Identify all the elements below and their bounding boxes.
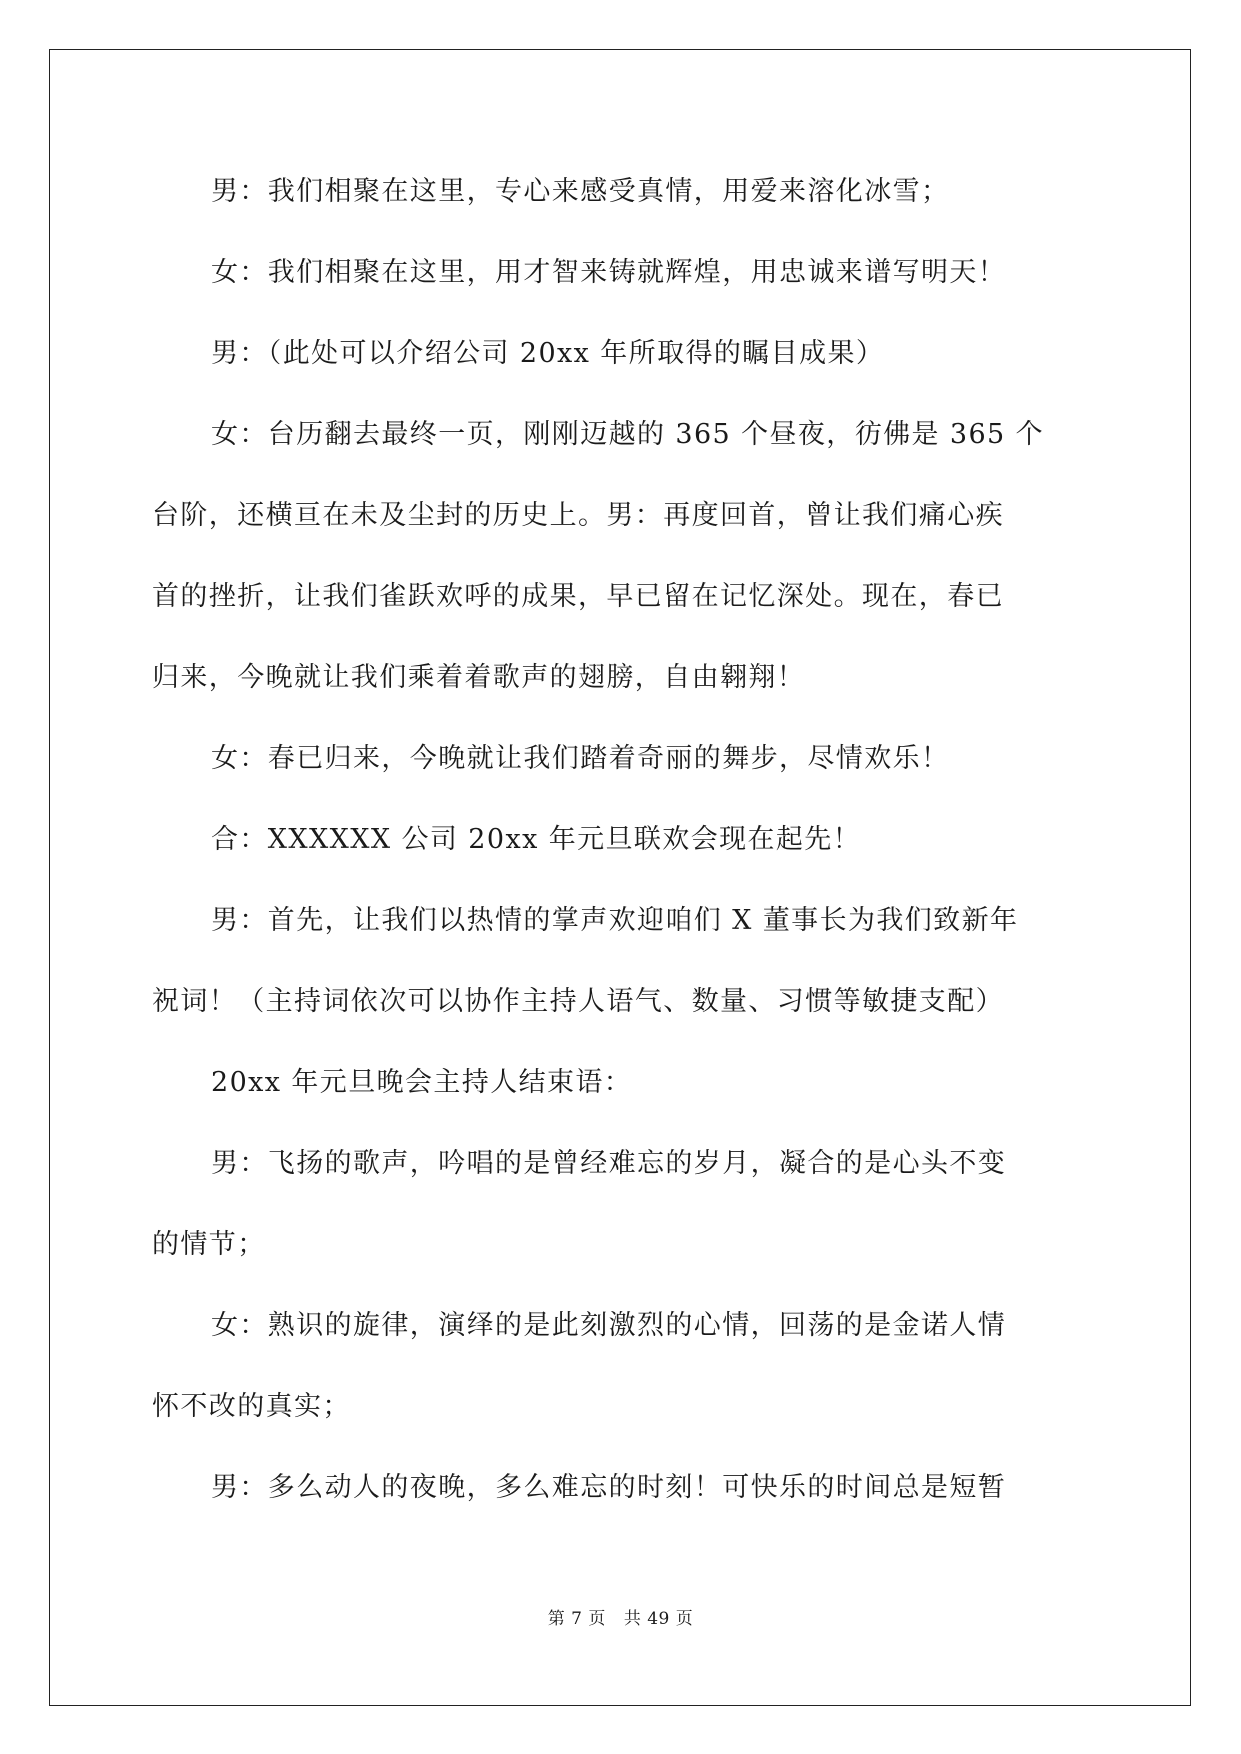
paragraph-line — [0, 1471, 1241, 1505]
paragraph-line — [0, 1228, 1241, 1262]
paragraph-line — [0, 580, 1241, 614]
paragraph-line — [0, 904, 1241, 938]
line-text: 男：飞扬的歌声，吟唱的是曾经难忘的岁月，凝合的是心头不变 — [211, 1148, 1007, 1179]
line-text: 女：熟识的旋律，演绎的是此刻激烈的心情，回荡的是金诺人情 — [211, 1310, 1007, 1341]
line-text: 男：（此处可以介绍公司 20xx 年所取得的瞩目成果） — [211, 338, 885, 369]
paragraph-line — [0, 661, 1241, 695]
page-number: 第 7 页 — [547, 1609, 606, 1629]
paragraph-line — [0, 1309, 1241, 1343]
paragraph-line — [0, 985, 1241, 1019]
line-text: 首的挫折，让我们雀跃欢呼的成果，早已留在记忆深处。现在，春已 — [152, 581, 1004, 612]
paragraph-line — [0, 499, 1241, 533]
paragraph-line — [0, 418, 1241, 452]
line-text: 合：XXXXXX 公司 20xx 年元旦联欢会现在起先！ — [211, 824, 862, 855]
line-text: 男：我们相聚在这里，专心来感受真情，用爱来溶化冰雪； — [211, 176, 950, 207]
line-text: 台阶，还横亘在未及尘封的历史上。男：再度回首，曾让我们痛心疾 — [152, 500, 1004, 531]
page-border — [49, 49, 1191, 1706]
line-text: 祝词！（主持词依次可以协作主持人语气、数量、习惯等敏捷支配） — [152, 986, 1004, 1017]
line-text: 20xx 年元旦晚会主持人结束语： — [211, 1067, 633, 1098]
line-text: 女：台历翻去最终一页，刚刚迈越的 365 个昼夜，彷佛是 365 个 — [211, 419, 1044, 450]
paragraph-line — [0, 1390, 1241, 1424]
line-text: 的情节； — [152, 1229, 266, 1260]
paragraph-line — [0, 337, 1241, 371]
paragraph-line — [0, 823, 1241, 857]
page-total: 共 49 页 — [623, 1609, 694, 1629]
line-text: 男：多么动人的夜晚，多么难忘的时刻！可快乐的时间总是短暂 — [211, 1472, 1007, 1503]
line-text: 归来，今晚就让我们乘着着歌声的翅膀，自由翱翔！ — [152, 662, 806, 693]
page-footer — [0, 1608, 1241, 1630]
paragraph-line — [0, 175, 1241, 209]
paragraph-line — [0, 1066, 1241, 1100]
paragraph-line — [0, 742, 1241, 776]
line-text: 男：首先，让我们以热情的掌声欢迎咱们 X 董事长为我们致新年 — [211, 905, 1019, 936]
paragraph-line — [0, 256, 1241, 290]
line-text: 怀不改的真实； — [152, 1391, 351, 1422]
line-text: 女：春已归来，今晚就让我们踏着奇丽的舞步，尽情欢乐！ — [211, 743, 950, 774]
line-text: 女：我们相聚在这里，用才智来铸就辉煌，用忠诚来谱写明天！ — [211, 257, 1007, 288]
paragraph-line — [0, 1147, 1241, 1181]
